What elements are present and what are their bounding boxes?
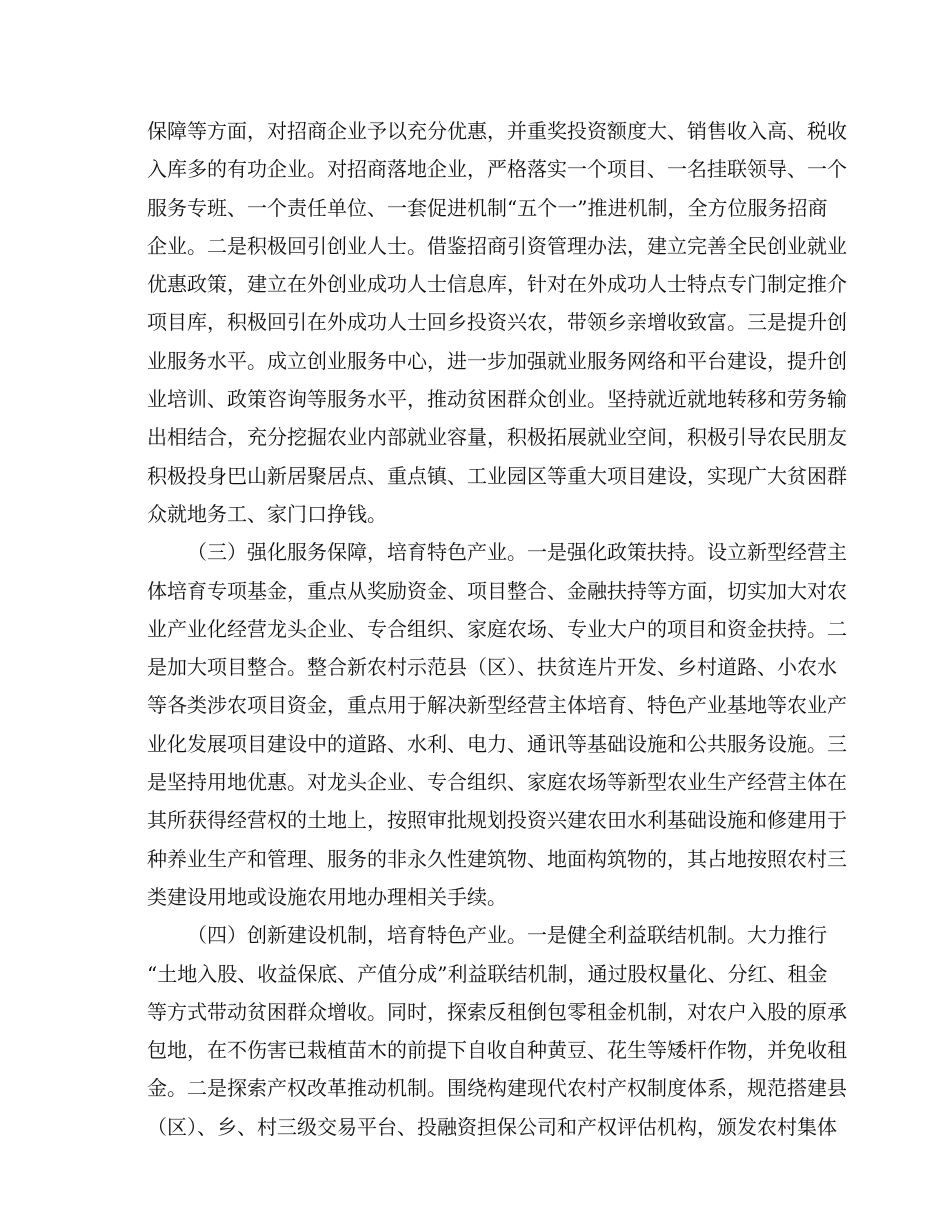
body-text [147,112,847,1146]
text-line: 业服务水平。成立创业服务中心，进一步加强就业服务网络和平台建设，提升创 [147,348,847,373]
text-line: 金。二是探索产权改革推动机制。围绕构建现代农村产权制度体系，规范搭建县 [147,1076,847,1101]
text-line: 优惠政策，建立在外创业成功人士信息库，针对在外成功人士特点专门制定推介 [147,272,847,297]
text-line: 保障等方面，对招商企业予以充分优惠，并重奖投资额度大、销售收入高、税收 [147,119,847,143]
text-line: 类建设用地或设施农用地办理相关手续。 [147,884,507,909]
text-line: 业化发展项目建设中的道路、水利、电力、通讯等基础设施和公共服务设施。三 [147,731,847,756]
text-line: 体培育专项基金，重点从奖励资金、项目整合、金融扶持等方面，切实加大对农 [147,578,847,603]
text-line: “土地入股、收益保底、产值分成”利益联结机制，通过股权量化、分红、租金 [147,961,828,986]
text-line: 众就地务工、家门口挣钱。 [147,501,387,526]
text-line: 业产业化经营龙头企业、专合组织、家庭农场、专业大户的项目和资金扶持。二 [147,616,847,641]
text-line: （区）、乡、村三级交易平台、投融资担保公司和产权评估机构，颁发农村集体 [147,1114,837,1139]
text-line: 企业。二是积极回引创业人士。借鉴招商引资管理办法，建立完善全民创业就业 [147,233,847,258]
text-line: 种养业生产和管理、服务的非永久性建筑物、地面构筑物的，其占地按照农村三 [147,846,847,871]
paragraph-first-line: （三）强化服务保障，培育特色产业。一是强化政策扶持。设立新型经营主 [187,540,847,565]
text-line: 其所获得经营权的土地上，按照审批规划投资兴建农田水利基础设施和修建用于 [147,808,847,833]
text-line: 等方式带动贫困群众增收。同时，探索反租倒包零租金机制，对农户入股的原承 [147,999,847,1024]
text-line: 业培训、政策咨询等服务水平，推动贫困群众创业。坚持就近就地转移和劳务输 [147,387,847,412]
text-line: 出相结合，充分挖掘农业内部就业容量，积极拓展就业空间，积极引导农民朋友 [147,425,847,450]
text-line: 等各类涉农项目资金，重点用于解决新型经营主体培育、特色产业基地等农业产 [147,693,847,718]
text-line: 是加大项目整合。整合新农村示范县（区）、扶贫连片开发、乡村道路、小农水 [147,655,837,680]
text-line: 入库多的有功企业。对招商落地企业，严格落实一个项目、一名挂联领导、一个 [147,157,847,182]
text-line: 是坚持用地优惠。对龙头企业、专合组织、家庭农场等新型农业生产经营主体在 [147,770,847,795]
paragraph-first-line: （四）创新建设机制，培育特色产业。一是健全利益联结机制。大力推行 [187,923,827,948]
text-line: 包地，在不伤害已栽植苗木的前提下自收自种黄豆、花生等矮杆作物，并免收租 [147,1038,847,1063]
text-line: 积极投身巴山新居聚居点、重点镇、工业园区等重大项目建设，实现广大贫困群 [147,463,847,488]
text-line: 项目库，积极回引在外成功人士回乡投资兴农，带领乡亲增收致富。三是提升创 [147,310,847,335]
text-line: 服务专班、一个责任单位、一套促进机制“五个一”推进机制，全方位服务招商 [147,195,828,220]
